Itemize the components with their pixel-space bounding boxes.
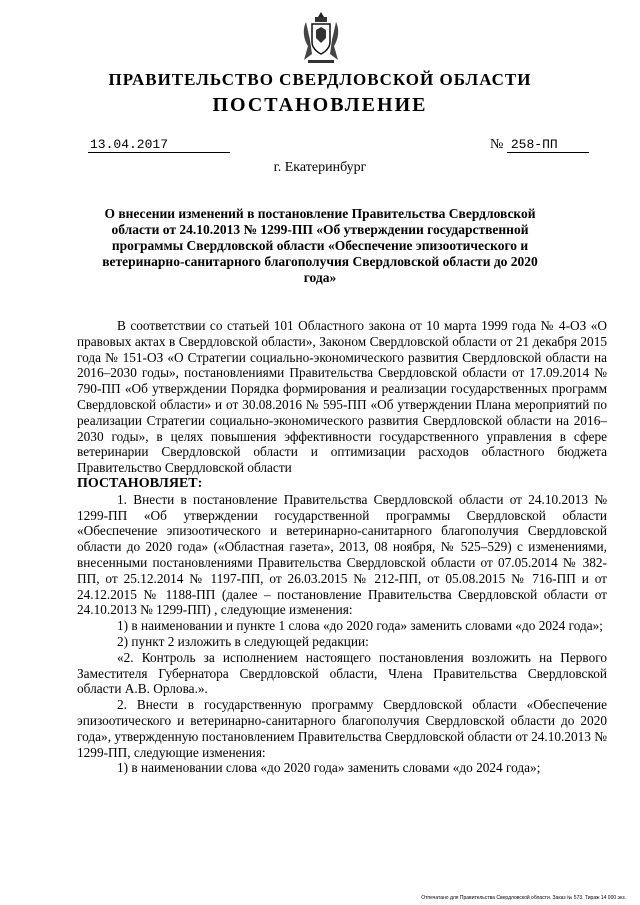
document-date: 13.04.2017 <box>88 137 230 153</box>
preamble-paragraph: В соответствии со статьей 101 Областного закона от 10 марта 1999 года № 4-ОЗ «О правовых актах в Свердловской области», Законом Свердловской области от 21 декабря 2015 года № 151-ОЗ «О Стратегии социально-экономического развития Свердловской области на 2016–2030 годы», постановлениями Правительства Свердловской области от 17.09.2014 № 790-ПП «Об утверждении Порядка формирования и реализации государственных программ Свердловской области» и от 30.08.2016 № 595-ПП «Об утверждении Плана мероприятий по реализации Стратегии социально-экономического развития Свердловской области на 2016–2030 годы», в целях повышения эффективности государственного управления в сфере ветеринарии Свердловской области и оптимизации расходов областного бюджета Правительство Свердловской области <box>77 318 607 476</box>
print-footer: Отпечатано для Правительства Свердловской области. Заказ № 573. Тираж 14 000 экз. <box>421 895 626 901</box>
item-2-1-paragraph: 1) в наименовании слова «до 2020 года» заменить словами «до 2024 года»; <box>117 760 541 776</box>
item-2-paragraph: 2. Внести в государственную программу Свердловской области «Обеспечение эпизоотического и ветеринарно-санитарного благополучия Свердловской области до 2020 года», утвержденную постановлением Правительства Свердловской области от 24.10.2013 № 1299-ПП, следующие изменения: <box>77 697 607 760</box>
resolves-heading: ПОСТАНОВЛЯЕТ: <box>77 475 203 491</box>
document-type-heading: ПОСТАНОВЛЕНИЕ <box>212 94 428 116</box>
document-number <box>490 137 589 153</box>
item-1-2-text-paragraph: «2. Контроль за исполнением настоящего постановления возложить на Первого Заместителя Губернатора Свердловской области, Члена Правительства Свердловской области А.В. Орлова.». <box>77 649 607 697</box>
document-title: О внесении изменений в постановление Правительства Свердловской области от 24.10.2013 № 1299-ПП «Об утверждении государственной программы Свердловской области «Обеспечение эпизоотического и ветеринарно-санитарного благополучия Свердловской области до 2020 года» <box>102 206 538 285</box>
item-1-1-paragraph: 1) в наименовании и пункте 1 слова «до 2020 года» заменить словами «до 2024 года»; <box>117 618 604 634</box>
item-1-2-paragraph: 2) пункт 2 изложить в следующей редакции: <box>117 633 369 649</box>
number-prefix: № <box>490 137 504 152</box>
document-body <box>77 318 607 776</box>
item-1-paragraph: 1. Внести в постановление Правительства Свердловской области от 24.10.2013 № 1299-ПП «Об утверждении государственной программы Свердловской области «Обеспечение эпизоотического и ветеринарно-санитарного благополучия Свердловской области до 2020 года» («Областная газета», 2013, 08 ноября, № 525–529) с изменениями, внесенными постановлениями Правительства Свердловской области от 07.05.2014 № 382-ПП, от 25.12.2014 № 1197-ПП, от 26.03.2015 № 212-ПП, от 05.08.2015 № 716-ПП и от 24.12.2015 № 1188-ПП (далее – постановление Правительства Свердловской области от 24.10.2013 № 1299-ПП) , следующие изменения: <box>77 491 607 618</box>
city: г. Екатеринбург <box>273 160 367 175</box>
number-value: 258-ПП <box>507 137 589 153</box>
coat-of-arms-icon <box>298 10 344 66</box>
organization-heading: ПРАВИТЕЛЬСТВО СВЕРДЛОВСКОЙ ОБЛАСТИ <box>108 70 532 89</box>
